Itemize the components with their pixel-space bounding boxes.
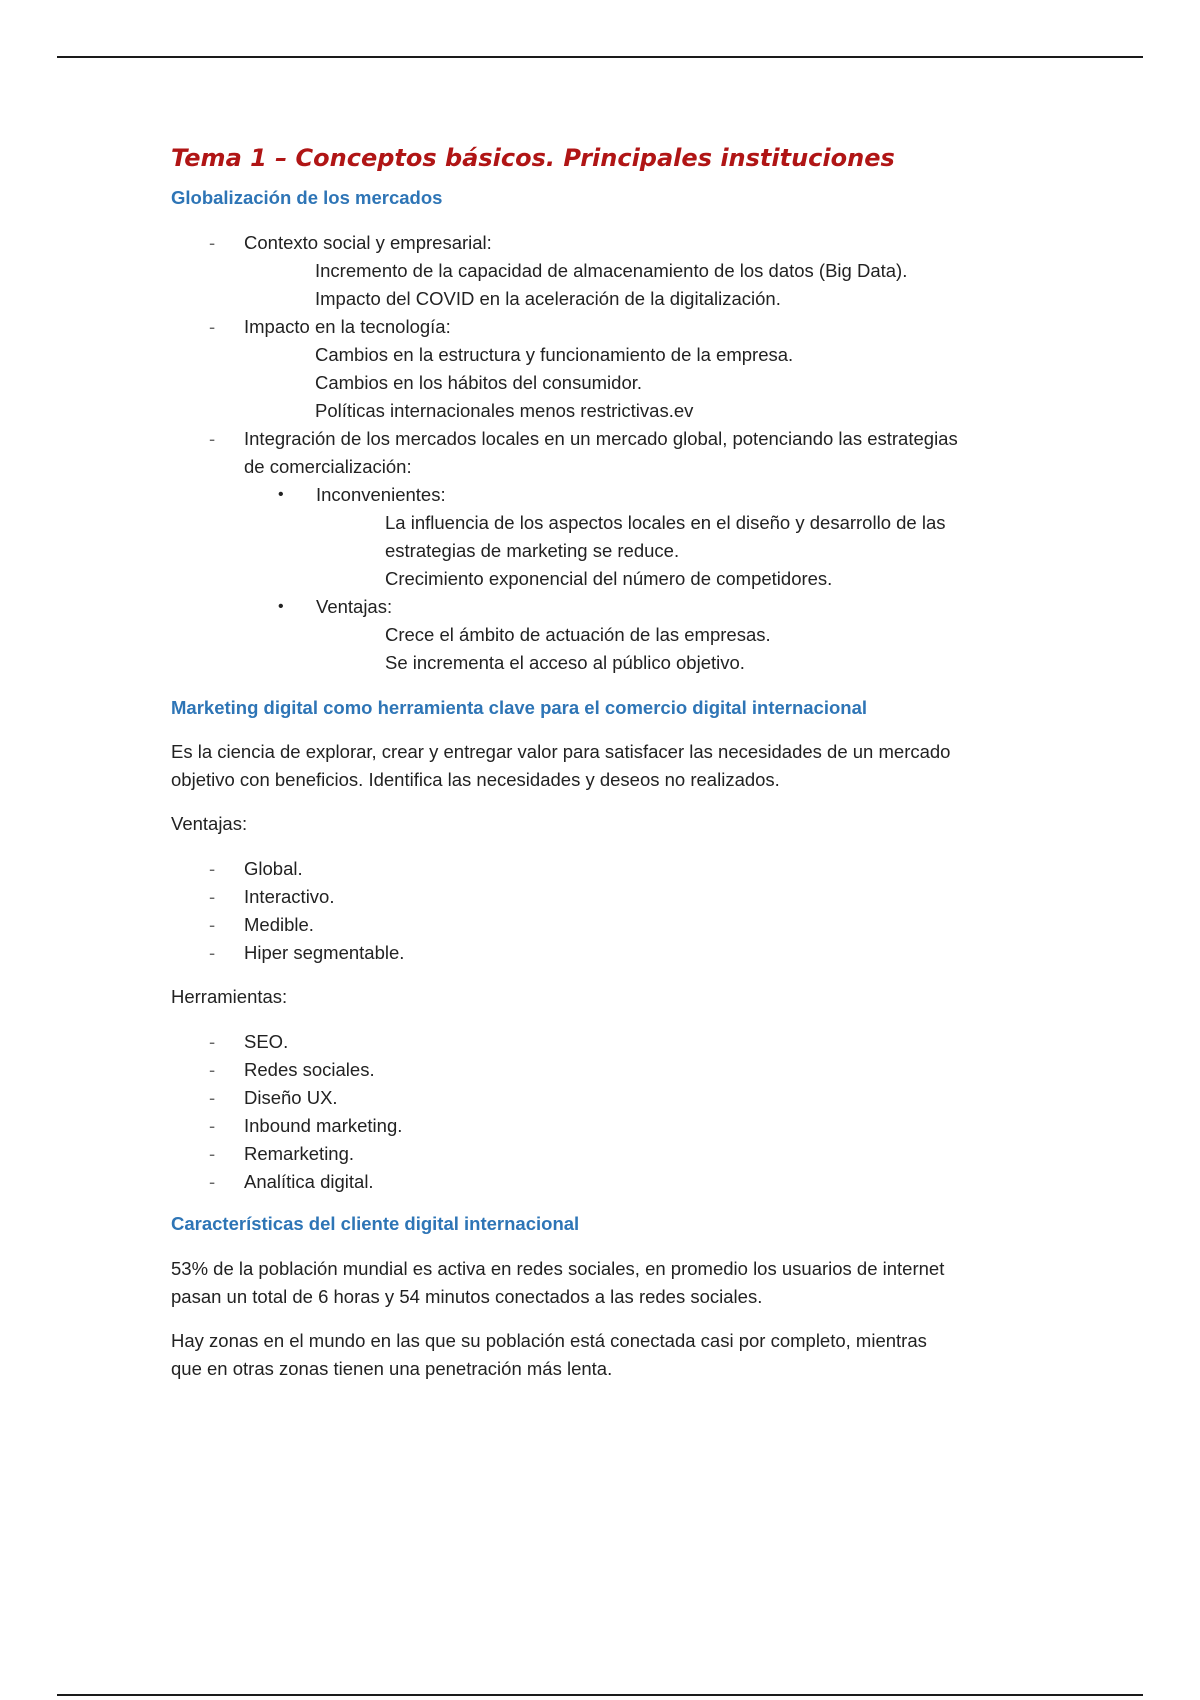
ventajas-list [171, 855, 1051, 967]
item-label: Contexto social y empresarial: [244, 232, 492, 253]
list-item [171, 313, 1051, 341]
sub-item: Cambios en los hábitos del consumidor. [315, 372, 643, 393]
item-label: Diseño UX. [244, 1087, 338, 1108]
herramientas-list [171, 1028, 1051, 1196]
dash-marker: - [209, 942, 216, 963]
list-item [171, 1056, 1051, 1084]
dash-marker: - [209, 1031, 216, 1052]
dash-marker: - [209, 232, 216, 253]
marketing-paragraph [171, 738, 1051, 794]
list-item [171, 1028, 1051, 1056]
list-item [171, 229, 1051, 257]
bullet-marker: • [278, 486, 284, 503]
list-item [171, 939, 1051, 967]
dash-marker: - [209, 886, 216, 907]
paragraph-line: objetivo con beneficios. Identifica las necesidades y deseos no realizados. [171, 769, 780, 790]
heading-marketing: Marketing digital como herramienta clave para el comercio digital internacional [171, 697, 868, 718]
bullet-item-inconvenientes [171, 481, 1051, 509]
item-label-line: Integración de los mercados locales en un mercado global, potenciando las estrategias [244, 428, 958, 449]
item-label: Interactivo. [244, 886, 335, 907]
sub-item: Se incrementa el acceso al público objetivo. [385, 652, 745, 673]
footer-rule [57, 1694, 1143, 1696]
bullet-marker: • [278, 598, 284, 615]
item-label-line: de comercialización: [244, 456, 412, 477]
list-item [171, 855, 1051, 883]
item-label: Redes sociales. [244, 1059, 375, 1080]
dash-marker: - [209, 1143, 216, 1164]
dash-marker: - [209, 428, 216, 449]
dash-marker: - [209, 1087, 216, 1108]
paragraph-line: pasan un total de 6 horas y 54 minutos conectados a las redes sociales. [171, 1286, 763, 1307]
sub-item: Incremento de la capacidad de almacenamiento de los datos (Big Data). [315, 260, 908, 281]
list-item [171, 911, 1051, 939]
item-label: SEO. [244, 1031, 289, 1052]
cliente-paragraph-2 [171, 1327, 1051, 1383]
dash-marker: - [209, 1059, 216, 1080]
list-item [171, 883, 1051, 911]
list-item [171, 1140, 1051, 1168]
cliente-paragraph-1 [171, 1255, 1051, 1311]
list-item [171, 425, 1051, 481]
item-label: Analítica digital. [244, 1171, 374, 1192]
dash-marker: - [209, 914, 216, 935]
dash-marker: - [209, 1115, 216, 1136]
bullet-item-ventajas [171, 593, 1051, 621]
paragraph-line: Hay zonas en el mundo en las que su población está conectada casi por completo, mientras [171, 1330, 927, 1351]
sub-item: Cambios en la estructura y funcionamiento de la empresa. [315, 344, 794, 365]
list-item [171, 1112, 1051, 1140]
item-label: Global. [244, 858, 303, 879]
paragraph-line: 53% de la población mundial es activa en redes sociales, en promedio los usuarios de internet [171, 1258, 945, 1279]
herramientas-label: Herramientas: [171, 986, 288, 1007]
globalizacion-list [171, 229, 1051, 677]
item-label: Medible. [244, 914, 314, 935]
heading-cliente: Características del cliente digital internacional [171, 1213, 580, 1234]
item-label: Remarketing. [244, 1143, 355, 1164]
sub-item: La influencia de los aspectos locales en el diseño y desarrollo de las [385, 512, 946, 533]
dash-marker: - [209, 316, 216, 337]
sub-item: Crecimiento exponencial del número de competidores. [385, 568, 833, 589]
list-item [171, 1168, 1051, 1196]
sub-item: estrategias de marketing se reduce. [385, 540, 680, 561]
header-rule [57, 56, 1143, 58]
heading-globalizacion: Globalización de los mercados [171, 187, 443, 208]
dash-marker: - [209, 858, 216, 879]
page-title: Tema 1 – Conceptos básicos. Principales instituciones [171, 144, 895, 172]
paragraph-line: Es la ciencia de explorar, crear y entregar valor para satisfacer las necesidades de un mercado [171, 741, 951, 762]
list-item [171, 1084, 1051, 1112]
sub-item: Impacto del COVID en la aceleración de la digitalización. [315, 288, 781, 309]
dash-marker: - [209, 1171, 216, 1192]
bullet-label: Ventajas: [316, 596, 393, 617]
ventajas-label: Ventajas: [171, 813, 248, 834]
paragraph-line: que en otras zonas tienen una penetración más lenta. [171, 1358, 613, 1379]
sub-item: Crece el ámbito de actuación de las empresas. [385, 624, 771, 645]
item-label: Inbound marketing. [244, 1115, 403, 1136]
bullet-label: Inconvenientes: [316, 484, 446, 505]
item-label: Hiper segmentable. [244, 942, 405, 963]
item-label: Impacto en la tecnología: [244, 316, 451, 337]
document-body [171, 140, 1051, 1383]
sub-item: Políticas internacionales menos restrictivas.ev [315, 400, 694, 421]
